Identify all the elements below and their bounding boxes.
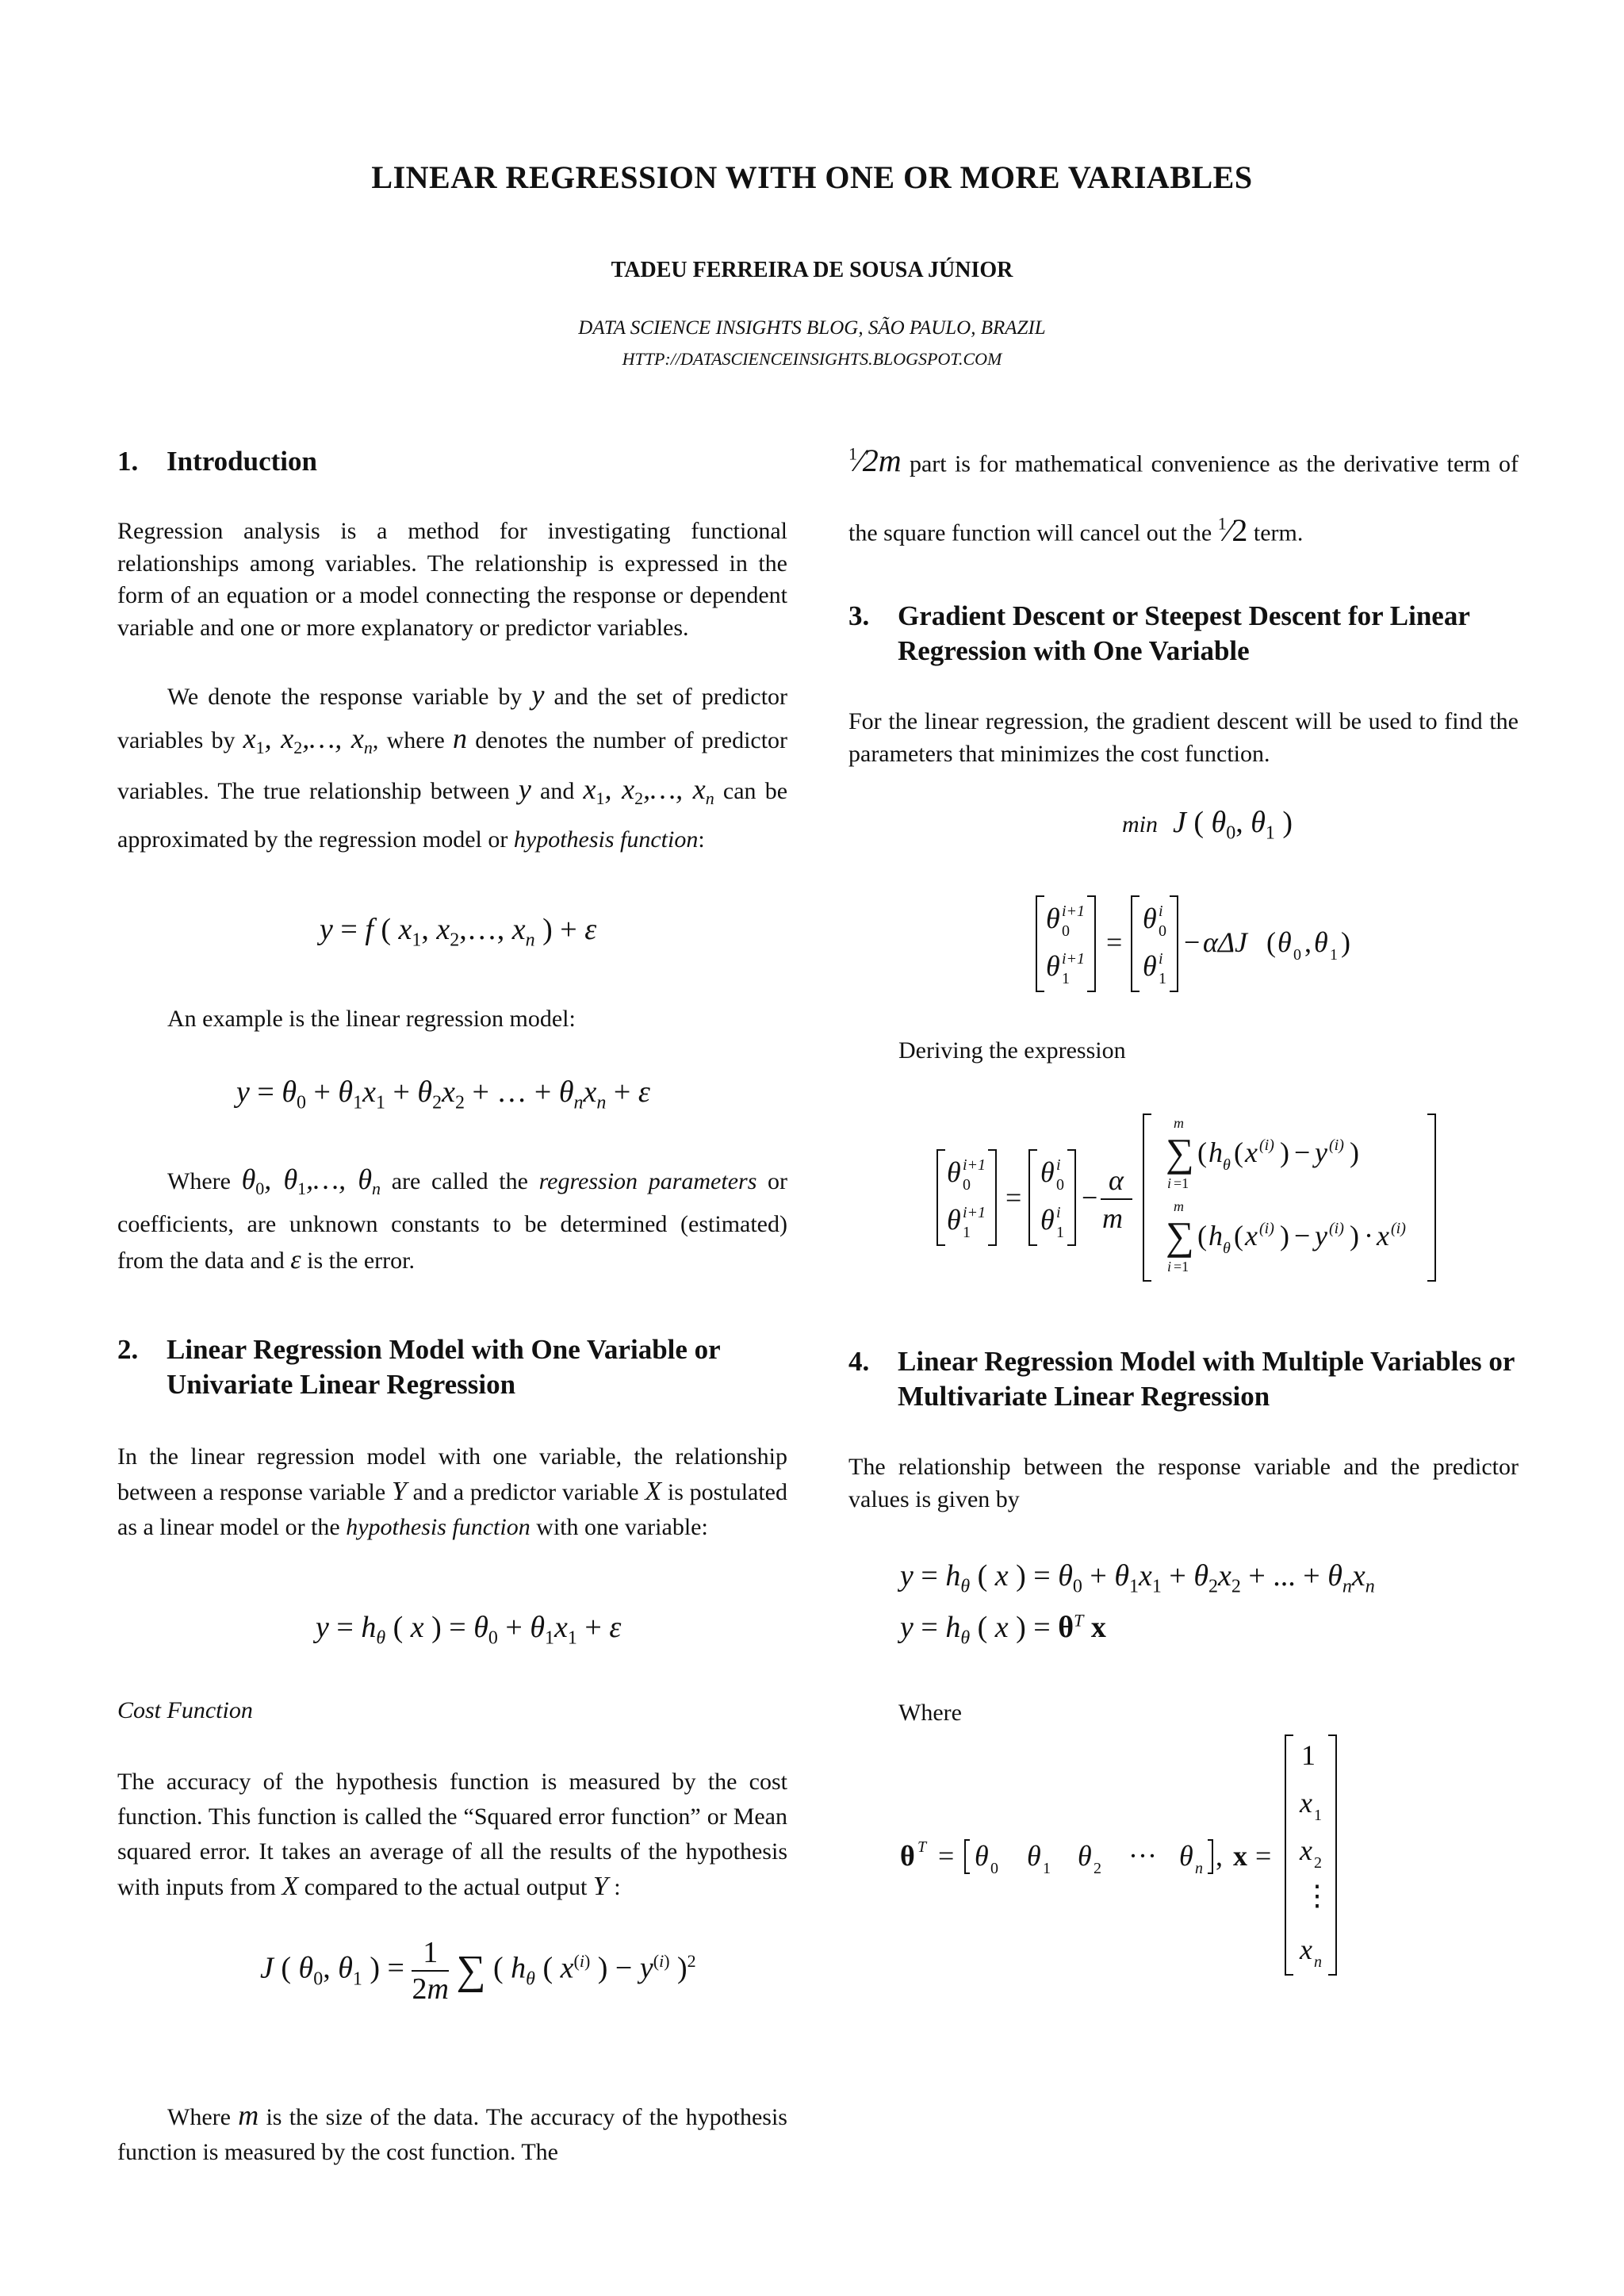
svg-text:i: i	[1056, 1156, 1061, 1174]
section-title: Linear Regression Model with One Variable or Univariate Linear Regression	[167, 1334, 721, 1400]
svg-text:(: (	[1266, 926, 1276, 958]
svg-text:θ: θ	[947, 1204, 961, 1236]
section-heading-2	[117, 1332, 787, 1402]
section-number: 1.	[117, 446, 139, 477]
svg-text:,: ,	[1304, 926, 1312, 958]
svg-text:x: x	[1377, 1220, 1389, 1251]
svg-text:0: 0	[1159, 922, 1166, 940]
svg-text:⋮: ⋮	[1303, 1880, 1331, 1911]
svg-text:i+1: i+1	[963, 1204, 986, 1221]
svg-text:θ: θ	[1040, 1204, 1055, 1236]
svg-text:2: 2	[1314, 1854, 1322, 1872]
svg-text:,: ,	[1216, 1840, 1223, 1872]
section-title: Introduction	[167, 446, 317, 477]
svg-text:·: ·	[1364, 1220, 1373, 1251]
svg-text:(i): (i)	[1329, 1137, 1344, 1154]
svg-text:1: 1	[1043, 1860, 1051, 1877]
svg-text:θ: θ	[1046, 903, 1060, 934]
blog-url[interactable]: HTTP://DATASCIENCEINSIGHTS.BLOGSPOT.COM	[622, 349, 1002, 369]
svg-text:θ: θ	[1223, 1156, 1231, 1174]
svg-text:=: =	[938, 1840, 955, 1872]
svg-text:(i): (i)	[1391, 1220, 1406, 1237]
svg-text:0: 0	[963, 1176, 971, 1194]
svg-text:i: i	[1056, 1204, 1061, 1221]
svg-text:1: 1	[1330, 946, 1338, 964]
svg-text:−: −	[1294, 1220, 1311, 1251]
equation-hypothesis-multivariate: $y = h_\theta$ ( x ) = $\theta_0 + \theta_1x_1 + \theta_2x_2$ + ... + $\theta_nx_n$	[900, 1559, 1375, 1597]
svg-text:i+1: i+1	[1062, 903, 1086, 920]
svg-text:0: 0	[1056, 1176, 1064, 1194]
svg-text:(: (	[1234, 1220, 1243, 1251]
svg-text:α: α	[1109, 1164, 1124, 1196]
svg-text:θ: θ	[1040, 1156, 1055, 1188]
svg-text:θ: θ	[1078, 1840, 1092, 1872]
svg-text:−: −	[1184, 926, 1201, 958]
svg-text:θ: θ	[1046, 950, 1060, 982]
svg-text:θ: θ	[900, 1840, 915, 1872]
intro-paragraph-2: We denote the response variable by y and the set of predictor variables by $x_1$, $x_2,\dots$, $x_n$, where n denotes the number of predictor variables. The true relationship between y and $x_1$, $x_2,\dots$, $x_n$ can be approximated by the regression model or hypothesis function:	[117, 679, 788, 853]
where-text: Where	[898, 1700, 962, 1726]
svg-text:θ: θ	[1143, 950, 1157, 982]
svg-text:x: x	[1300, 1787, 1312, 1819]
univariate-paragraph: In the linear regression model with one variable, the relationship between a response variable Y and a predictor variable X is postulated as a linear model or the hypothesis function with one variable:	[117, 1443, 787, 1540]
svg-text:m: m	[1102, 1202, 1123, 1234]
equation-regression-model: y = f ( $x_1$, $x_2,\dots$, $x_n$ ) + ε	[320, 913, 597, 951]
svg-text:x: x	[1245, 1137, 1258, 1168]
svg-text:θ: θ	[975, 1840, 989, 1872]
section-heading-3	[848, 599, 1519, 669]
paper-title: LINEAR REGRESSION WITH ONE OR MORE VARIABLES	[371, 159, 1253, 195]
svg-text:1: 1	[1301, 1739, 1316, 1771]
svg-text:2: 2	[1094, 1860, 1101, 1877]
svg-text:i: i	[1159, 903, 1163, 920]
section-title: Linear Regression Model with Multiple Variables or Multivariate Linear Regression	[898, 1346, 1515, 1412]
svg-text:i+1: i+1	[1062, 950, 1086, 968]
svg-text:0: 0	[1293, 946, 1301, 964]
cost-explanation-paragraph: Where m is the size of the data. The accuracy of the hypothesis function is measured by the cost function. The	[117, 2099, 787, 2165]
gradient-descent-paragraph: For the linear regression, the gradient descent will be used to find the parameters that minimizes the cost function.	[848, 708, 1519, 767]
svg-text:m: m	[1174, 1198, 1184, 1214]
svg-text:1: 1	[1062, 970, 1070, 987]
equation-theta-x-vectors	[900, 1729, 1455, 1983]
svg-text:1: 1	[1159, 970, 1166, 987]
svg-text:1: 1	[1056, 1224, 1064, 1241]
multivariate-paragraph: The relationship between the response variable and the predictor values is given by	[848, 1454, 1519, 1512]
svg-text:θ: θ	[1277, 926, 1292, 958]
svg-text:i: i	[1167, 1175, 1172, 1191]
svg-text:···: ···	[1128, 1840, 1157, 1872]
author-name: TADEU FERREIRA DE SOUSA JÚNIOR	[611, 258, 1013, 282]
svg-text:n: n	[1314, 1953, 1322, 1971]
svg-text:=1: =1	[1174, 1175, 1189, 1191]
affiliation: DATA SCIENCE INSIGHTS BLOG, SÃO PAULO, BRAZIL	[578, 317, 1046, 339]
svg-text:(i): (i)	[1259, 1220, 1274, 1237]
svg-text:i: i	[1167, 1259, 1172, 1274]
where-parameters-paragraph: Where $\theta_0$, $\theta_1,\dots$, $\theta_n$ are called the regression parameters or coefficients, are unknown constants to be determined (estimated) from the data and ε is the error.	[117, 1163, 788, 1274]
svg-text:T: T	[917, 1838, 927, 1856]
svg-text:): )	[1280, 1220, 1289, 1251]
svg-text:i: i	[1159, 950, 1163, 968]
svg-text:(: (	[1234, 1137, 1243, 1168]
section-number: 3.	[848, 600, 870, 631]
cost-function-subheading: Cost Function	[117, 1697, 253, 1723]
svg-text:=: =	[1255, 1840, 1272, 1872]
svg-text:x: x	[1233, 1840, 1247, 1872]
svg-text:=: =	[1005, 1182, 1022, 1213]
svg-text:i+1: i+1	[963, 1156, 986, 1174]
section-number: 2.	[117, 1334, 139, 1365]
section-number: 4.	[848, 1346, 870, 1377]
svg-text:0: 0	[990, 1860, 998, 1877]
svg-text:θ: θ	[1179, 1840, 1193, 1872]
svg-text:y: y	[1315, 1220, 1327, 1251]
svg-text:∑: ∑	[1166, 1213, 1194, 1258]
equation-min-cost: min J ( $\theta_0$, $\theta_1$ )	[1122, 806, 1293, 844]
svg-text:h: h	[1208, 1137, 1223, 1168]
section-heading-1	[117, 444, 787, 479]
svg-text:y: y	[1315, 1137, 1327, 1168]
svg-text:h: h	[1208, 1220, 1223, 1251]
svg-text:1: 1	[1314, 1807, 1322, 1824]
svg-text:): )	[1341, 926, 1350, 958]
svg-text:x: x	[1245, 1220, 1258, 1251]
svg-text:(: (	[1197, 1220, 1207, 1251]
svg-text:θ: θ	[1143, 903, 1157, 934]
svg-text:=: =	[1106, 926, 1123, 958]
svg-text:(i): (i)	[1259, 1137, 1274, 1154]
svg-text:m: m	[1174, 1115, 1184, 1131]
svg-text:=1: =1	[1174, 1259, 1189, 1274]
equation-linear-model: $y = \theta_0 + \theta_1x_1 + \theta_2x_2$ + … + $\theta_nx_n + \varepsilon$	[236, 1075, 650, 1114]
intro-paragraph-1: Regression analysis is a method for investigating functional relationships among variables. The relationship is expressed in the form of an equation or a model connecting the response or dependent variable and one or more explanatory or predictor variables.	[117, 518, 787, 641]
svg-text:(i): (i)	[1329, 1220, 1344, 1237]
equation-gradient-update	[1035, 892, 1447, 995]
svg-text:θ: θ	[947, 1156, 961, 1188]
svg-text:x: x	[1300, 1934, 1312, 1965]
svg-text:1: 1	[963, 1224, 971, 1241]
equation-derivation	[936, 1110, 1522, 1289]
equation-cost-function: J ( $\theta_0$, $\theta_1$ ) = $\frac{1}{2m}$ ∑ ( $h_\theta$ ( $x^{(i)}$ ) − $y^{(i)}$ )$^2$	[260, 1936, 696, 2006]
example-text: An example is the linear regression model:	[167, 1006, 576, 1032]
svg-text:∑: ∑	[1166, 1130, 1194, 1175]
svg-text:αΔJ: αΔJ	[1203, 926, 1248, 958]
svg-text:n: n	[1195, 1860, 1203, 1877]
section-heading-4	[848, 1344, 1519, 1414]
equation-hypothesis-univariate: $y = h_\theta$ ( x ) = $\theta_0 + \theta_1x_1 + \varepsilon$	[316, 1611, 622, 1649]
svg-text:θ: θ	[1223, 1240, 1231, 1257]
svg-text:x: x	[1300, 1834, 1312, 1866]
equation-hypothesis-vector: $y = h_\theta$ ( x ) = $\theta^T$ x	[900, 1610, 1106, 1649]
svg-text:−: −	[1082, 1182, 1098, 1213]
half-m-paragraph: $^1$⁄2m part is for mathematical convenience as the derivative term of the square function will cancel out the $^1$⁄2 term.	[848, 443, 1519, 548]
svg-text:θ: θ	[1314, 926, 1328, 958]
section-title: Gradient Descent or Steepest Descent for Linear Regression with One Variable	[898, 600, 1470, 666]
svg-text:−: −	[1294, 1137, 1311, 1168]
deriving-text: Deriving the expression	[898, 1037, 1126, 1064]
svg-text:): )	[1280, 1137, 1289, 1168]
svg-text:): )	[1350, 1220, 1359, 1251]
svg-text:θ: θ	[1027, 1840, 1041, 1872]
svg-text:(: (	[1197, 1137, 1207, 1168]
cost-function-paragraph: The accuracy of the hypothesis function is measured by the cost function. This function is called the “Squared error function” or Mean squared error. It takes an average of all the results of the hypothesis with inputs from X compared to the actual output Y :	[117, 1769, 787, 1901]
svg-text:0: 0	[1062, 922, 1070, 940]
svg-text:): )	[1350, 1137, 1359, 1168]
